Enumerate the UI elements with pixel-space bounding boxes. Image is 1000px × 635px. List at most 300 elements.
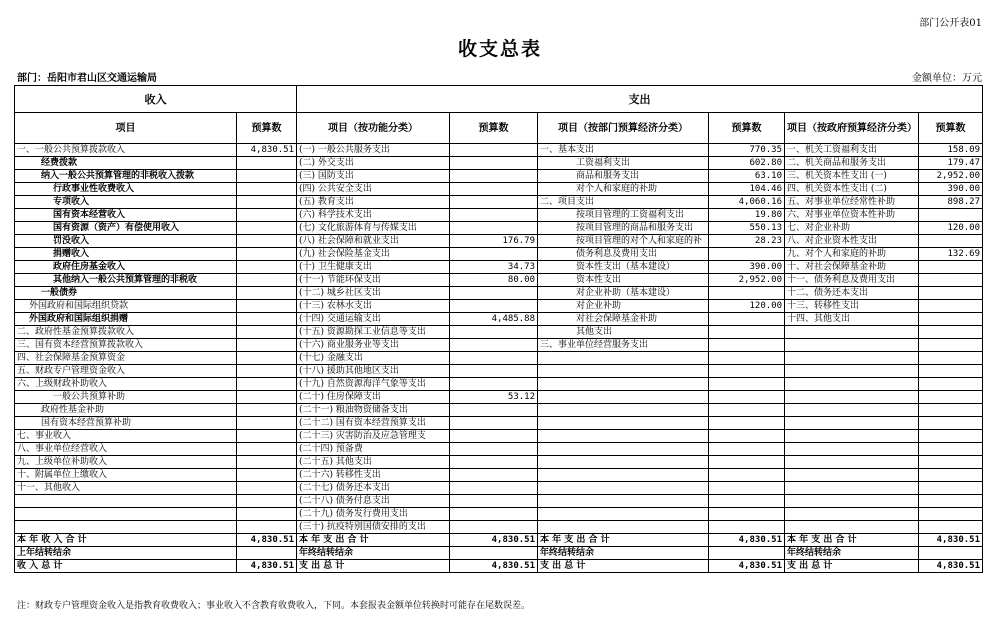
income-budget-cell (237, 365, 297, 378)
income-budget-cell (237, 508, 297, 521)
function-item-total-cell: 年终结转结余 (297, 547, 450, 560)
function-item-cell: (十) 卫生健康支出 (297, 261, 450, 274)
dept-econ-budget-cell (709, 391, 785, 404)
function-budget-cell: 34.73 (450, 261, 538, 274)
dept-econ-budget-cell (709, 339, 785, 352)
dept-econ-budget-cell: 104.46 (709, 183, 785, 196)
gov-econ-item-cell (785, 378, 919, 391)
income-budget-cell (237, 183, 297, 196)
gov-econ-item-cell: 九、对个人和家庭的补助 (785, 248, 919, 261)
function-item-cell: (一) 一般公共服务支出 (297, 144, 450, 157)
dept-econ-item-cell (538, 521, 709, 534)
income-item-cell: 国有资本经营预算补助 (15, 417, 237, 430)
function-budget-total-cell: 4,830.51 (450, 534, 538, 547)
function-budget-cell (450, 430, 538, 443)
gov-econ-item-cell (785, 443, 919, 456)
col-budget: 预算数 (450, 113, 538, 144)
dept-econ-budget-total-cell: 4,830.51 (709, 534, 785, 547)
table-row (15, 144, 983, 157)
col-item: 项目 (15, 113, 237, 144)
table-row (15, 183, 983, 196)
dept-econ-item-total-cell: 本 年 支 出 合 计 (538, 534, 709, 547)
income-item-cell: 专项收入 (15, 196, 237, 209)
dept-econ-budget-cell (709, 443, 785, 456)
income-budget-cell (237, 313, 297, 326)
function-budget-cell (450, 521, 538, 534)
function-budget-cell (450, 157, 538, 170)
form-number: 部门公开表01 (919, 18, 982, 29)
col-by-dept-econ: 项目（按部门预算经济分类） (538, 113, 709, 144)
gov-econ-item-cell (785, 521, 919, 534)
dept-econ-item-cell (538, 456, 709, 469)
income-item-cell: 十一、其他收入 (15, 482, 237, 495)
dept-econ-budget-cell: 390.00 (709, 261, 785, 274)
income-item-cell: 捐赠收入 (15, 248, 237, 261)
dept-econ-budget-cell (709, 365, 785, 378)
page-title: 收支总表 (457, 38, 542, 60)
function-item-cell: (二十七) 债务还本支出 (297, 482, 450, 495)
gov-econ-budget-cell: 2,952.00 (919, 170, 983, 183)
dept-econ-budget-cell (709, 287, 785, 300)
function-budget-cell: 176.79 (450, 235, 538, 248)
income-budget-cell (237, 469, 297, 482)
gov-econ-item-cell: 八、对企业资本性支出 (785, 235, 919, 248)
dept-econ-item-cell: 三、事业单位经营服务支出 (538, 339, 709, 352)
dept-econ-item-cell: 二、项目支出 (538, 196, 709, 209)
function-budget-total-cell (450, 547, 538, 560)
income-item-cell: 七、事业收入 (15, 430, 237, 443)
gov-econ-budget-cell (919, 339, 983, 352)
income-item-cell: 四、社会保障基金预算资金 (15, 352, 237, 365)
dept-econ-item-cell: 资本性支出（基本建设） (538, 261, 709, 274)
function-budget-cell (450, 378, 538, 391)
dept-econ-budget-cell: 19.80 (709, 209, 785, 222)
function-item-cell: (二十二) 国有资本经营预算支出 (297, 417, 450, 430)
function-item-cell: (十六) 商业服务业等支出 (297, 339, 450, 352)
dept-econ-item-cell (538, 365, 709, 378)
expense-header: 支出 (297, 86, 983, 113)
table-row (15, 404, 983, 417)
income-budget-total-cell: 4,830.51 (237, 534, 297, 547)
gov-econ-budget-cell (919, 378, 983, 391)
function-budget-cell (450, 443, 538, 456)
function-budget-cell (450, 495, 538, 508)
income-budget-total-cell: 4,830.51 (237, 560, 297, 573)
function-item-cell: (十二) 城乡社区支出 (297, 287, 450, 300)
income-budget-cell (237, 170, 297, 183)
income-header: 收入 (15, 86, 297, 113)
dept-econ-item-cell: 工资福利支出 (538, 157, 709, 170)
department-label: 部门：岳阳市君山区交通运输局 (17, 73, 157, 84)
dept-econ-budget-cell: 602.80 (709, 157, 785, 170)
function-item-cell: (二十三) 灾害防治及应急管理支 (297, 430, 450, 443)
income-budget-cell (237, 482, 297, 495)
dept-econ-budget-cell: 63.10 (709, 170, 785, 183)
function-budget-cell (450, 508, 538, 521)
table-row (15, 300, 983, 313)
income-item-cell: 纳入一般公共预算管理的非税收入拨款 (15, 170, 237, 183)
function-budget-cell: 4,485.88 (450, 313, 538, 326)
function-budget-cell: 53.12 (450, 391, 538, 404)
dept-econ-budget-cell: 28.23 (709, 235, 785, 248)
income-item-cell: 外国政府和国际组织捐赠 (15, 313, 237, 326)
table-row (15, 222, 983, 235)
income-budget-cell (237, 391, 297, 404)
gov-econ-item-cell (785, 417, 919, 430)
income-item-cell: 一般债券 (15, 287, 237, 300)
gov-econ-item-cell: 十一、债务利息及费用支出 (785, 274, 919, 287)
function-budget-cell (450, 287, 538, 300)
income-item-cell (15, 508, 237, 521)
dept-econ-budget-cell (709, 248, 785, 261)
table-row (15, 339, 983, 352)
gov-econ-budget-cell (919, 443, 983, 456)
function-budget-cell (450, 196, 538, 209)
function-item-cell: (二十八) 债务付息支出 (297, 495, 450, 508)
dept-econ-budget-total-cell: 4,830.51 (709, 560, 785, 573)
income-budget-cell (237, 456, 297, 469)
gov-econ-budget-cell (919, 469, 983, 482)
gov-econ-budget-cell (919, 417, 983, 430)
function-item-cell: (四) 公共安全支出 (297, 183, 450, 196)
function-item-cell: (十三) 农林水支出 (297, 300, 450, 313)
table-row (15, 170, 983, 183)
dept-econ-budget-cell (709, 352, 785, 365)
function-item-cell: (二十六) 转移性支出 (297, 469, 450, 482)
function-budget-cell (450, 339, 538, 352)
income-budget-total-cell (237, 547, 297, 560)
dept-econ-item-cell (538, 443, 709, 456)
gov-econ-budget-cell (919, 404, 983, 417)
total-row (15, 547, 983, 560)
table-row (15, 313, 983, 326)
col-by-function: 项目（按功能分类） (297, 113, 450, 144)
function-item-cell: (三十) 抗疫特别国债安排的支出 (297, 521, 450, 534)
dept-econ-item-cell (538, 404, 709, 417)
gov-econ-item-cell (785, 352, 919, 365)
dept-econ-budget-total-cell (709, 547, 785, 560)
gov-econ-item-cell: 六、对事业单位资本性补助 (785, 209, 919, 222)
table-row (15, 456, 983, 469)
table-row (15, 352, 983, 365)
income-budget-cell (237, 404, 297, 417)
table-row (15, 326, 983, 339)
dept-econ-budget-cell (709, 469, 785, 482)
dept-econ-item-cell: 对社会保障基金补助 (538, 313, 709, 326)
gov-econ-item-cell (785, 365, 919, 378)
gov-econ-budget-cell (919, 235, 983, 248)
dept-econ-item-cell: 按项目管理的工资福利支出 (538, 209, 709, 222)
gov-econ-budget-total-cell: 4,830.51 (919, 534, 983, 547)
income-item-cell: 六、上级财政补助收入 (15, 378, 237, 391)
gov-econ-budget-total-cell: 4,830.51 (919, 560, 983, 573)
table-row (15, 248, 983, 261)
gov-econ-budget-cell (919, 274, 983, 287)
col-by-gov-econ: 项目（按政府预算经济分类） (785, 113, 919, 144)
function-budget-cell (450, 469, 538, 482)
dept-econ-budget-cell (709, 482, 785, 495)
dept-econ-budget-cell (709, 378, 785, 391)
table-row (15, 196, 983, 209)
income-budget-cell (237, 300, 297, 313)
dept-econ-item-cell (538, 469, 709, 482)
dept-econ-item-total-cell: 年终结转结余 (538, 547, 709, 560)
income-item-cell: 一般公共预算补助 (15, 391, 237, 404)
gov-econ-budget-cell: 132.69 (919, 248, 983, 261)
income-item-cell: 八、事业单位经营收入 (15, 443, 237, 456)
gov-econ-item-total-cell: 年终结转结余 (785, 547, 919, 560)
dept-econ-item-cell (538, 417, 709, 430)
income-item-cell: 九、上级单位补助收入 (15, 456, 237, 469)
income-item-cell: 国有资本经营收入 (15, 209, 237, 222)
gov-econ-item-cell (785, 508, 919, 521)
function-budget-cell (450, 209, 538, 222)
function-budget-cell (450, 352, 538, 365)
gov-econ-budget-cell (919, 352, 983, 365)
dept-econ-item-cell: 按项目管理的对个人和家庭的补 (538, 235, 709, 248)
function-budget-cell (450, 456, 538, 469)
gov-econ-item-cell: 五、对事业单位经常性补助 (785, 196, 919, 209)
table-row (15, 443, 983, 456)
dept-econ-budget-cell: 550.13 (709, 222, 785, 235)
function-item-cell: (五) 教育支出 (297, 196, 450, 209)
dept-econ-budget-cell: 4,060.16 (709, 196, 785, 209)
gov-econ-item-cell: 十、对社会保障基金补助 (785, 261, 919, 274)
table-row (15, 482, 983, 495)
dept-econ-budget-cell (709, 326, 785, 339)
gov-econ-budget-cell (919, 430, 983, 443)
gov-econ-item-cell: 二、机关商品和服务支出 (785, 157, 919, 170)
dept-econ-item-cell: 其他支出 (538, 326, 709, 339)
income-budget-cell (237, 443, 297, 456)
gov-econ-budget-cell (919, 391, 983, 404)
income-item-cell (15, 495, 237, 508)
income-item-cell: 三、国有资本经营预算拨款收入 (15, 339, 237, 352)
gov-econ-item-cell: 七、对企业补助 (785, 222, 919, 235)
gov-econ-budget-cell: 158.09 (919, 144, 983, 157)
income-budget-cell (237, 248, 297, 261)
income-budget-cell (237, 495, 297, 508)
gov-econ-budget-cell (919, 521, 983, 534)
income-item-cell: 外国政府和国际组织贷款 (15, 300, 237, 313)
function-budget-total-cell: 4,830.51 (450, 560, 538, 573)
gov-econ-item-cell (785, 339, 919, 352)
dept-econ-budget-cell: 2,952.00 (709, 274, 785, 287)
dept-econ-item-cell (538, 391, 709, 404)
gov-econ-budget-cell: 120.00 (919, 222, 983, 235)
table-row (15, 235, 983, 248)
function-item-cell: (二十九) 债务发行费用支出 (297, 508, 450, 521)
income-item-cell: 十、附属单位上缴收入 (15, 469, 237, 482)
gov-econ-budget-cell (919, 482, 983, 495)
income-budget-cell (237, 261, 297, 274)
gov-econ-item-total-cell: 支 出 总 计 (785, 560, 919, 573)
gov-econ-item-cell (785, 430, 919, 443)
table-row (15, 521, 983, 534)
income-item-cell: 国有资源（资产）有偿使用收入 (15, 222, 237, 235)
gov-econ-budget-cell (919, 209, 983, 222)
function-budget-cell (450, 404, 538, 417)
total-row (15, 560, 983, 573)
gov-econ-item-cell: 四、机关资本性支出 (二) (785, 183, 919, 196)
function-budget-cell (450, 183, 538, 196)
table-row (15, 274, 983, 287)
income-item-cell: 罚没收入 (15, 235, 237, 248)
income-item-cell: 五、财政专户管理资金收入 (15, 365, 237, 378)
income-budget-cell (237, 274, 297, 287)
unit-label: 金额单位：万元 (912, 73, 982, 84)
gov-econ-budget-cell (919, 300, 983, 313)
gov-econ-item-cell: 三、机关资本性支出 (一) (785, 170, 919, 183)
function-budget-cell (450, 222, 538, 235)
function-budget-cell (450, 144, 538, 157)
table-row (15, 287, 983, 300)
function-item-cell: (十八) 援助其他地区支出 (297, 365, 450, 378)
function-item-cell: (二十) 住房保障支出 (297, 391, 450, 404)
income-budget-cell (237, 326, 297, 339)
dept-econ-budget-cell (709, 404, 785, 417)
total-row (15, 534, 983, 547)
dept-econ-item-cell (538, 378, 709, 391)
income-item-cell: 经费拨款 (15, 157, 237, 170)
function-budget-cell (450, 482, 538, 495)
table-row (15, 469, 983, 482)
function-item-cell: (六) 科学技术支出 (297, 209, 450, 222)
income-budget-cell: 4,830.51 (237, 144, 297, 157)
dept-econ-item-cell (538, 352, 709, 365)
income-item-cell: 政府住房基金收入 (15, 261, 237, 274)
gov-econ-item-cell (785, 482, 919, 495)
income-item-cell: 行政事业性收费收入 (15, 183, 237, 196)
gov-econ-budget-cell (919, 287, 983, 300)
gov-econ-budget-cell (919, 508, 983, 521)
income-item-total-cell: 本 年 收 入 合 计 (15, 534, 237, 547)
income-budget-cell (237, 209, 297, 222)
dept-econ-item-cell: 对企业补助（基本建设） (538, 287, 709, 300)
col-budget: 预算数 (237, 113, 297, 144)
dept-econ-budget-cell (709, 495, 785, 508)
table-row (15, 508, 983, 521)
income-item-total-cell: 收 入 总 计 (15, 560, 237, 573)
function-budget-cell (450, 170, 538, 183)
dept-econ-budget-cell: 770.35 (709, 144, 785, 157)
income-budget-cell (237, 521, 297, 534)
function-item-cell: (九) 社会保险基金支出 (297, 248, 450, 261)
gov-econ-budget-cell (919, 456, 983, 469)
dept-econ-budget-cell (709, 521, 785, 534)
function-item-cell: (十七) 金融支出 (297, 352, 450, 365)
income-item-cell: 其他纳入一般公共预算管理的非税收 (15, 274, 237, 287)
function-budget-cell (450, 326, 538, 339)
col-budget: 预算数 (709, 113, 785, 144)
dept-econ-item-cell: 按项目管理的商品和服务支出 (538, 222, 709, 235)
dept-econ-item-total-cell: 支 出 总 计 (538, 560, 709, 573)
function-budget-cell (450, 248, 538, 261)
gov-econ-item-cell: 十三、转移性支出 (785, 300, 919, 313)
function-budget-cell (450, 417, 538, 430)
gov-econ-budget-total-cell (919, 547, 983, 560)
dept-econ-item-cell (538, 482, 709, 495)
table-row (15, 430, 983, 443)
function-item-cell: (十五) 资源勘探工业信息等支出 (297, 326, 450, 339)
function-item-cell: (二十五) 其他支出 (297, 456, 450, 469)
gov-econ-budget-cell: 898.27 (919, 196, 983, 209)
function-item-cell: (十九) 自然资源海洋气象等支出 (297, 378, 450, 391)
function-item-cell: (十一) 节能环保支出 (297, 274, 450, 287)
table-row (15, 157, 983, 170)
gov-econ-item-cell (785, 469, 919, 482)
gov-econ-budget-cell: 390.00 (919, 183, 983, 196)
function-budget-cell (450, 365, 538, 378)
dept-econ-item-cell: 资本性支出 (538, 274, 709, 287)
dept-econ-item-cell: 商品和服务支出 (538, 170, 709, 183)
income-budget-cell (237, 339, 297, 352)
gov-econ-item-cell (785, 456, 919, 469)
income-budget-cell (237, 235, 297, 248)
dept-econ-budget-cell (709, 508, 785, 521)
table-row (15, 261, 983, 274)
function-item-cell: (二十一) 粮油物资储备支出 (297, 404, 450, 417)
gov-econ-budget-cell (919, 313, 983, 326)
function-item-cell: (十四) 交通运输支出 (297, 313, 450, 326)
income-item-total-cell: 上年结转结余 (15, 547, 237, 560)
gov-econ-budget-cell: 179.47 (919, 157, 983, 170)
footnote: 注：财政专户管理资金收入是指教育收费收入；事业收入不含教育收费收入，下同。本套报表金额单位转换时可能存在尾数误差。 (17, 601, 531, 611)
dept-econ-item-cell: 一、基本支出 (538, 144, 709, 157)
function-item-total-cell: 支 出 总 计 (297, 560, 450, 573)
table-row (15, 417, 983, 430)
gov-econ-item-cell (785, 495, 919, 508)
dept-econ-item-cell: 对企业补助 (538, 300, 709, 313)
gov-econ-item-cell (785, 404, 919, 417)
dept-econ-item-cell: 债务利息及费用支出 (538, 248, 709, 261)
dept-econ-budget-cell: 120.00 (709, 300, 785, 313)
budget-summary-table (14, 85, 983, 573)
income-budget-cell (237, 430, 297, 443)
dept-econ-item-cell (538, 430, 709, 443)
function-budget-cell: 80.00 (450, 274, 538, 287)
dept-econ-item-cell (538, 495, 709, 508)
dept-econ-item-cell (538, 508, 709, 521)
income-budget-cell (237, 287, 297, 300)
income-budget-cell (237, 222, 297, 235)
function-budget-cell (450, 300, 538, 313)
income-budget-cell (237, 157, 297, 170)
table-row (15, 495, 983, 508)
function-item-cell: (三) 国防支出 (297, 170, 450, 183)
dept-econ-budget-cell (709, 430, 785, 443)
function-item-cell: (七) 文化旅游体育与传媒支出 (297, 222, 450, 235)
col-budget: 预算数 (919, 113, 983, 144)
gov-econ-budget-cell (919, 495, 983, 508)
income-budget-cell (237, 378, 297, 391)
income-item-cell: 二、政府性基金预算拨款收入 (15, 326, 237, 339)
table-row (15, 391, 983, 404)
function-item-cell: (二十四) 预备费 (297, 443, 450, 456)
gov-econ-budget-cell (919, 326, 983, 339)
function-item-cell: (八) 社会保障和就业支出 (297, 235, 450, 248)
gov-econ-item-total-cell: 本 年 支 出 合 计 (785, 534, 919, 547)
income-item-cell: 政府性基金补助 (15, 404, 237, 417)
table-row (15, 209, 983, 222)
dept-econ-budget-cell (709, 456, 785, 469)
income-item-cell: 一、一般公共预算拨款收入 (15, 144, 237, 157)
dept-econ-item-cell: 对个人和家庭的补助 (538, 183, 709, 196)
dept-econ-budget-cell (709, 417, 785, 430)
gov-econ-budget-cell (919, 365, 983, 378)
table-row (15, 365, 983, 378)
function-item-total-cell: 本 年 支 出 合 计 (297, 534, 450, 547)
